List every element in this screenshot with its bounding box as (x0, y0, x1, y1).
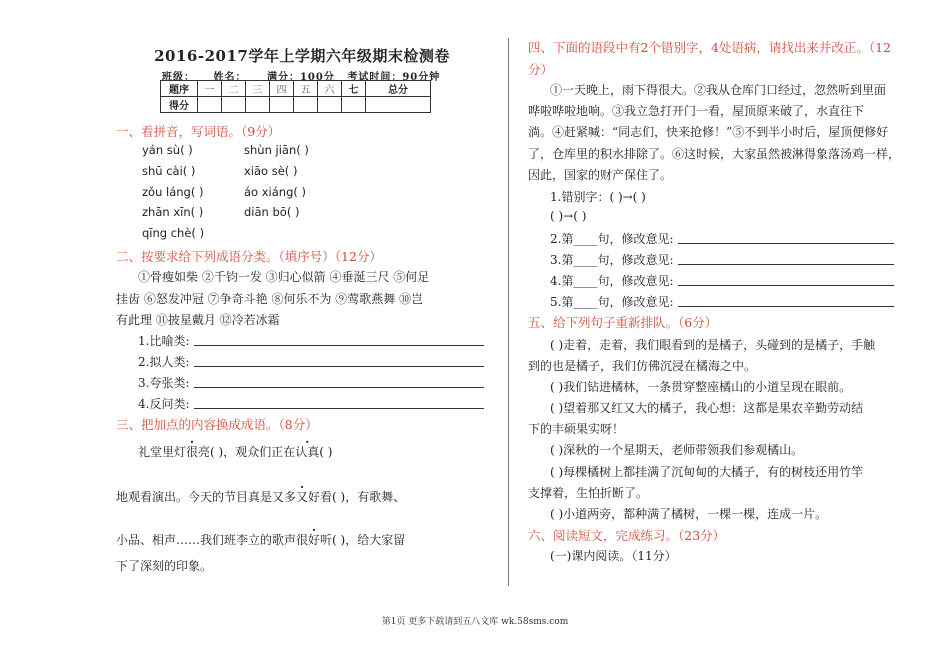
typo-answer[interactable]: 1.错别字：( )→( ) (550, 190, 646, 204)
full-score: 满分：100分 (266, 72, 335, 83)
order-sentence[interactable]: ( )深秋的一个星期天，老师带领我们参观橘山。 (550, 443, 804, 457)
idiom-list-line: 挂齿 ⑥怒发冲冠 ⑦争奇斗艳 ⑧何乐不为 ⑨莺歌燕舞 ⑩岂 (116, 292, 424, 306)
dotted-phrase: 灯很亮 (174, 445, 211, 459)
page-footer: 第1页 更多下载请到五八文库 wk.58sms.com (381, 617, 569, 627)
passage-text: ( )，有歌舞、 (332, 490, 406, 504)
fix-label: 3.第____句，修改意见: (550, 253, 674, 267)
score-col-1: 一 (198, 81, 222, 97)
section-3-title: 三、把加点的内容换成成语。（8分） (116, 417, 318, 432)
score-cell[interactable] (366, 97, 431, 113)
score-col-5: 五 (294, 81, 318, 97)
idiom-list-line: 有此理 ⑪披星戴月 ⑫冷若冰霜 (116, 313, 280, 327)
fix-answer-line[interactable] (678, 306, 894, 307)
pinyin-item[interactable]: diān bō( ) (244, 205, 300, 219)
score-cell[interactable] (318, 97, 342, 113)
paragraph-line: 因此，国家的财产保住了。 (528, 168, 673, 182)
score-cell[interactable] (342, 97, 366, 113)
score-table (160, 80, 431, 113)
category-label: 1.比喻类: (138, 334, 190, 348)
section-4-title-cont: 分） (528, 62, 554, 77)
paragraph-line: 哗啦哗啦地响。③我立急打开门一看，屋顶原来破了，水直往下 (528, 104, 865, 118)
section-1-title: 一、看拼音，写词语。（9分） (116, 124, 281, 139)
subsection-title: (一)课内阅读。（11分） (550, 549, 677, 563)
passage-line: 下了深刻的印象。 (116, 559, 213, 573)
pinyin-item[interactable]: qīng chè( ) (142, 226, 205, 240)
score-col-6: 六 (318, 81, 342, 97)
category-label: 4.反问类: (138, 397, 190, 411)
order-sentence[interactable]: ( )望着那又红又大的橘子，我心想：这都是果农辛勤劳动结 (550, 401, 864, 415)
pinyin-item[interactable]: shū cài( ) (142, 164, 196, 178)
passage-text: 礼堂里 (138, 445, 175, 459)
score-cell[interactable] (246, 97, 270, 113)
passage-text: 地观看演出。今天的节目真是 (116, 490, 273, 504)
dotted-phrase: . 又多又好看 (272, 488, 332, 505)
pinyin-item[interactable]: xiāo sè( ) (244, 164, 298, 178)
idiom-list-line: ①骨瘦如柴 ②千钧一发 ③归心似箭 ④垂涎三尺 ⑤何足 (138, 270, 430, 284)
passage-text: 小品、相声……我们班李立的歌声 (116, 533, 297, 547)
passage-line (116, 488, 405, 505)
score-col-4: 四 (270, 81, 294, 97)
passage-line (138, 443, 332, 460)
score-col-3: 三 (246, 81, 270, 97)
order-sentence[interactable]: ( )我们钻进橘林，一条贯穿整座橘山的小道呈现在眼前。 (550, 380, 852, 394)
paragraph-line: 了，仓库里的积水排除了。⑥这时候，大家虽然被淋得象落汤鸡一样， (528, 147, 901, 161)
order-sentence[interactable]: ( )走着，走着，我们眼看到的是橘子，头碰到的是橘子，手触 (550, 338, 876, 352)
pinyin-item[interactable]: áo xiáng( ) (244, 185, 307, 199)
pinyin-item[interactable]: zhān xīn( ) (142, 205, 204, 219)
answer-line[interactable] (194, 366, 484, 367)
fix-answer-line[interactable] (678, 243, 894, 244)
order-sentence[interactable]: ( )小道两旁，都种满了橘树，一棵一棵，连成一片。 (550, 507, 828, 521)
exam-time: 考试时间：90分钟 (347, 72, 441, 83)
paragraph-line: ①一天晚上，雨下得很大。②我从仓库门口经过，忽然听到里面 (550, 83, 887, 97)
passage-text: ( )，给大家留 (332, 533, 406, 547)
score-cell[interactable] (294, 97, 318, 113)
order-sentence-cont: 支撑着，生怕折断了。 (528, 486, 649, 500)
pinyin-item[interactable]: zǒu láng( ) (142, 185, 204, 199)
page-title: 2016-2017学年上学期六年级期末检测卷 (154, 47, 450, 65)
fix-answer-line[interactable] (678, 285, 894, 286)
pinyin-item[interactable]: yán sù( ) (142, 143, 193, 157)
section-2-title: 二、按要求给下列成语分类。（填序号）（12分） (116, 249, 382, 264)
score-row-label: 题序 (161, 81, 198, 97)
fix-label: 2.第____句，修改意见: (550, 232, 674, 246)
paragraph-line: 淌。④赶紧喊：“同志们，快来抢修！”⑤不到半小时后，屋顶便修好 (528, 125, 889, 139)
section-4-title: 四、下面的语段中有2个错别字，4处语病，请找出来并改正。（12 (528, 40, 892, 55)
passage-line (116, 531, 405, 548)
answer-line[interactable] (194, 387, 484, 388)
score-total-label: 总分 (366, 81, 431, 97)
section-6-title: 六、阅读短文，完成练习。（23分） (528, 528, 726, 543)
fix-label: 4.第____句，修改意见: (550, 274, 674, 288)
score-col-7: 七 (342, 81, 366, 97)
category-label: 3.夸张类: (138, 376, 190, 390)
order-sentence[interactable]: ( )每棵橘树上都挂满了沉甸甸的大橘子，有的树枝还用竹竿 (550, 465, 864, 479)
score-cell[interactable] (198, 97, 222, 113)
fix-answer-line[interactable] (678, 264, 894, 265)
score-cell[interactable] (222, 97, 246, 113)
section-5-title: 五、给下列句子重新排队。（6分） (528, 315, 718, 330)
answer-line[interactable] (194, 345, 484, 346)
answer-line[interactable] (194, 408, 484, 409)
typo-answer[interactable]: ( )→( ) (550, 209, 587, 223)
category-label: 2.拟人类: (138, 355, 190, 369)
dotted-phrase: 认真 (295, 445, 320, 459)
pinyin-item[interactable]: shùn jiān( ) (244, 143, 309, 157)
score-col-2: 二 (222, 81, 246, 97)
score-cell[interactable] (270, 97, 294, 113)
fix-label: 5.第____句，修改意见: (550, 295, 674, 309)
name-label: 姓名： (213, 72, 247, 83)
order-sentence-cont: 到的也是橘子，我们仿佛沉浸在橘海之中。 (528, 359, 757, 373)
dotted-phrase: 很好听 (296, 533, 333, 547)
passage-text: ( ) (319, 445, 333, 459)
column-divider (508, 38, 509, 586)
order-sentence-cont: 下的丰硕果实呀！ (528, 422, 625, 436)
class-label: 班级： (162, 72, 195, 83)
passage-text: ( )，观众们正在 (210, 445, 296, 459)
score-row2-label: 得分 (161, 97, 198, 113)
